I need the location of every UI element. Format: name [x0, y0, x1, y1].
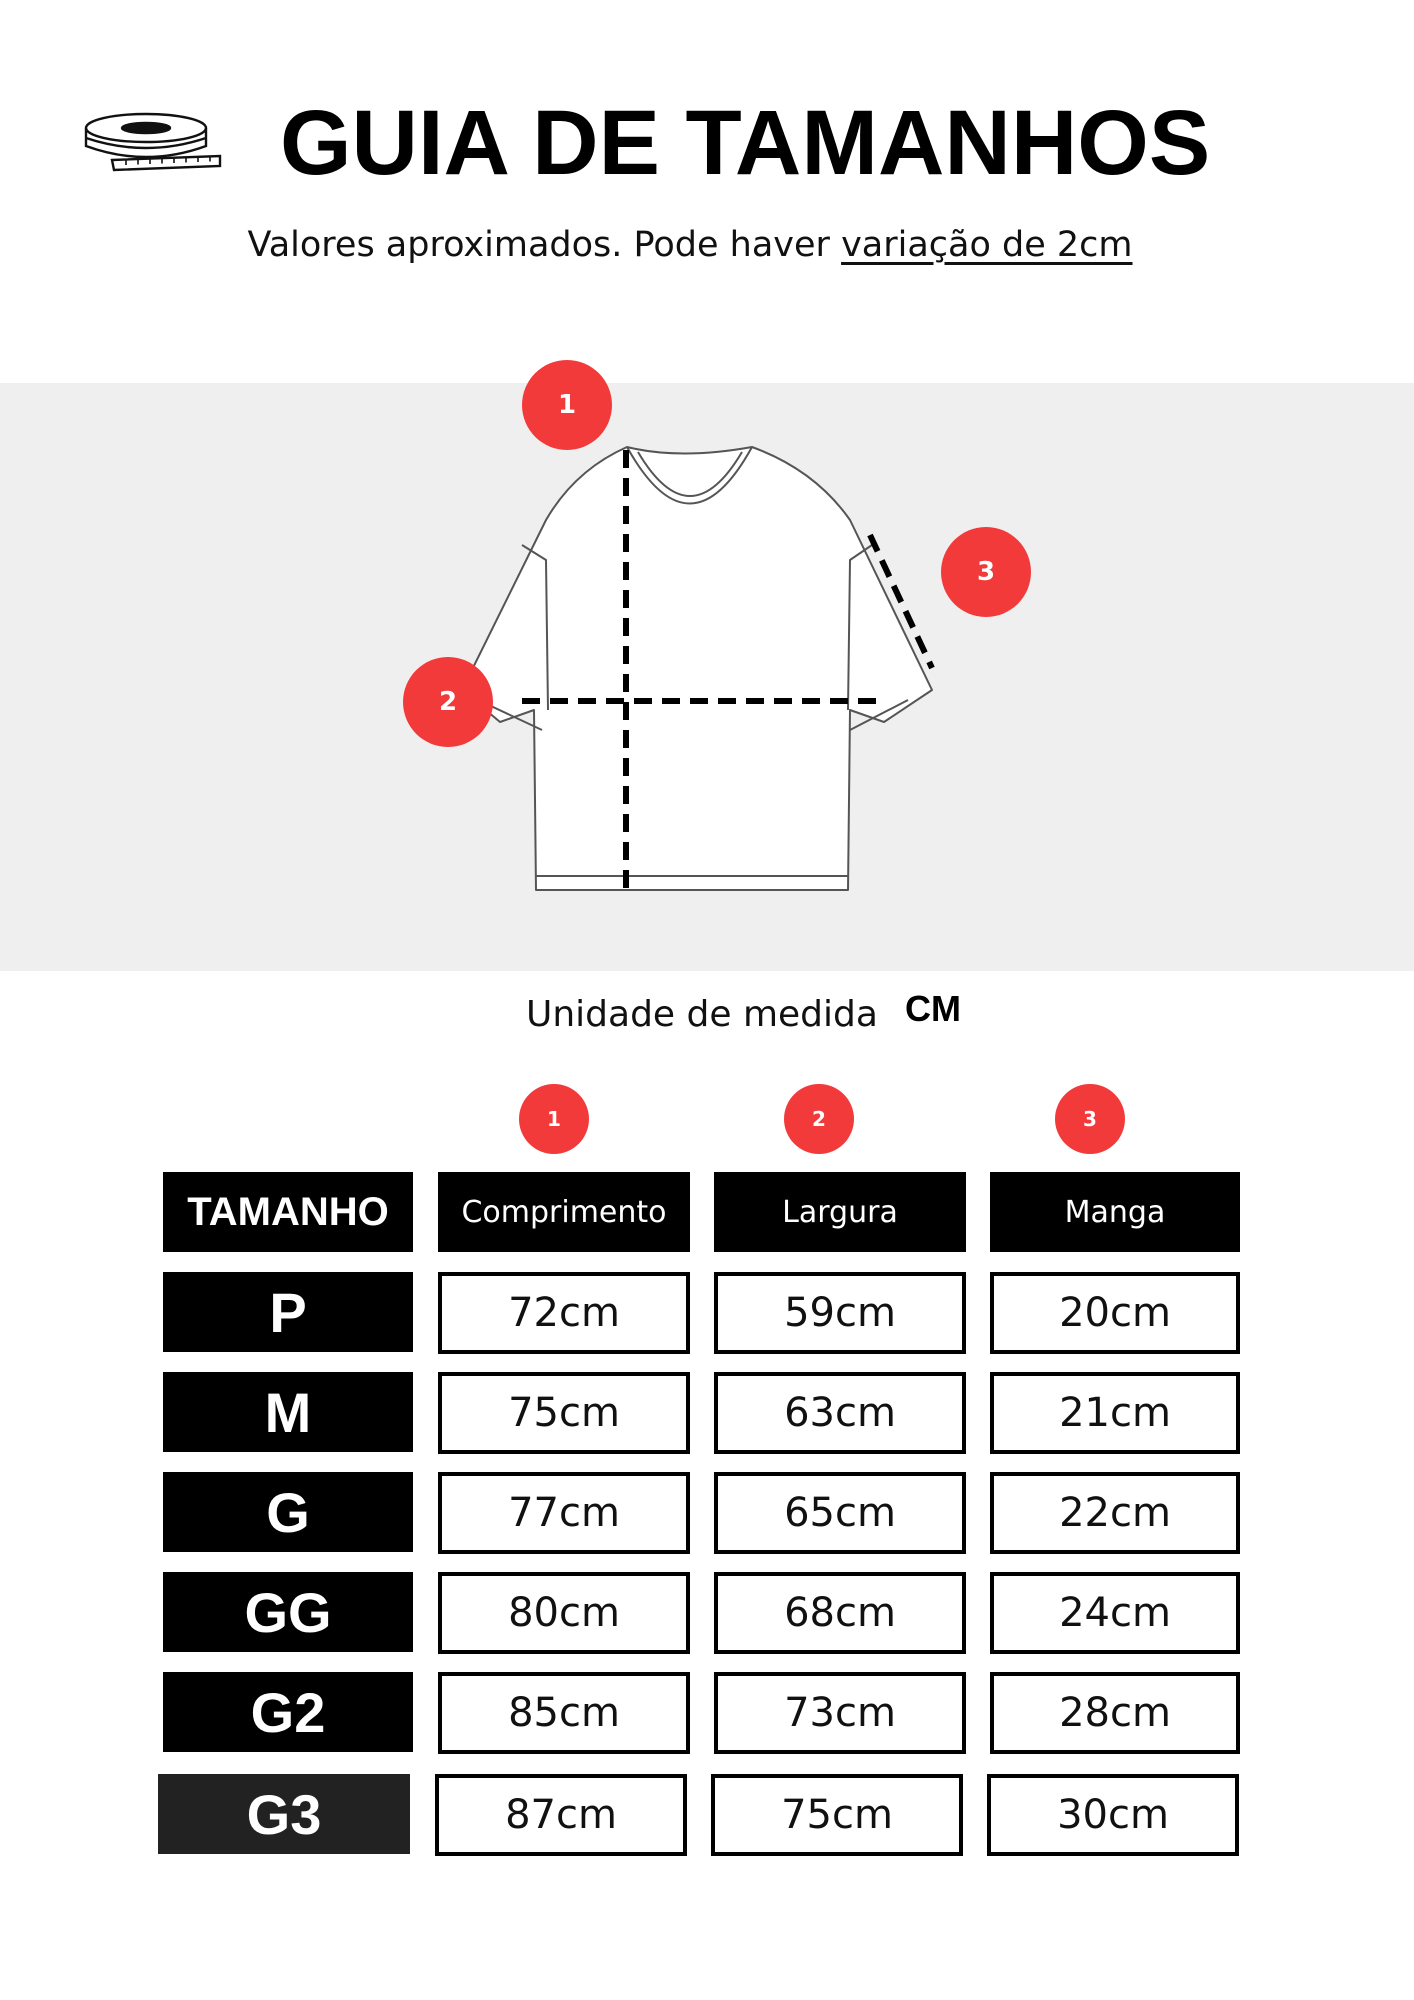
size-label: P [163, 1272, 413, 1352]
marker-length: 1 [522, 360, 612, 450]
header-sleeve: Manga [990, 1172, 1240, 1252]
size-label: GG [163, 1572, 413, 1652]
length-value: 87cm [435, 1774, 687, 1856]
unit-value: CM [905, 988, 961, 1029]
size-label: G3 [158, 1774, 410, 1854]
subtitle-variation: variação de 2cm [841, 225, 1133, 265]
header-length: Comprimento [438, 1172, 690, 1252]
sleeve-value: 30cm [987, 1774, 1239, 1856]
header-width: Largura [714, 1172, 966, 1252]
marker-width: 2 [403, 657, 493, 747]
size-label: G [163, 1472, 413, 1552]
tshirt-outline [462, 447, 932, 890]
sleeve-value: 21cm [990, 1372, 1240, 1454]
column-marker-length: 1 [519, 1084, 589, 1154]
length-value: 80cm [438, 1572, 690, 1654]
width-value: 73cm [714, 1672, 966, 1754]
header-size: TAMANHO [163, 1172, 413, 1252]
measuring-tape-icon [82, 108, 224, 174]
unit-label: Unidade de medida [526, 994, 878, 1035]
sleeve-value: 20cm [990, 1272, 1240, 1354]
sleeve-value: 28cm [990, 1672, 1240, 1754]
width-value: 59cm [714, 1272, 966, 1354]
subtitle-text: Valores aproximados. Pode haver [247, 225, 842, 265]
subtitle [0, 222, 1380, 268]
column-marker-sleeve: 3 [1055, 1084, 1125, 1154]
width-value: 65cm [714, 1472, 966, 1554]
sleeve-value: 24cm [990, 1572, 1240, 1654]
tshirt-diagram [0, 383, 1414, 971]
length-value: 75cm [438, 1372, 690, 1454]
length-value: 85cm [438, 1672, 690, 1754]
marker-sleeve: 3 [941, 527, 1031, 617]
sleeve-value: 22cm [990, 1472, 1240, 1554]
width-value: 63cm [714, 1372, 966, 1454]
page-title: GUIA DE TAMANHOS [280, 92, 1211, 194]
length-value: 77cm [438, 1472, 690, 1554]
width-value: 68cm [714, 1572, 966, 1654]
length-value: 72cm [438, 1272, 690, 1354]
size-label: M [163, 1372, 413, 1452]
size-label: G2 [163, 1672, 413, 1752]
width-value: 75cm [711, 1774, 963, 1856]
column-marker-width: 2 [784, 1084, 854, 1154]
